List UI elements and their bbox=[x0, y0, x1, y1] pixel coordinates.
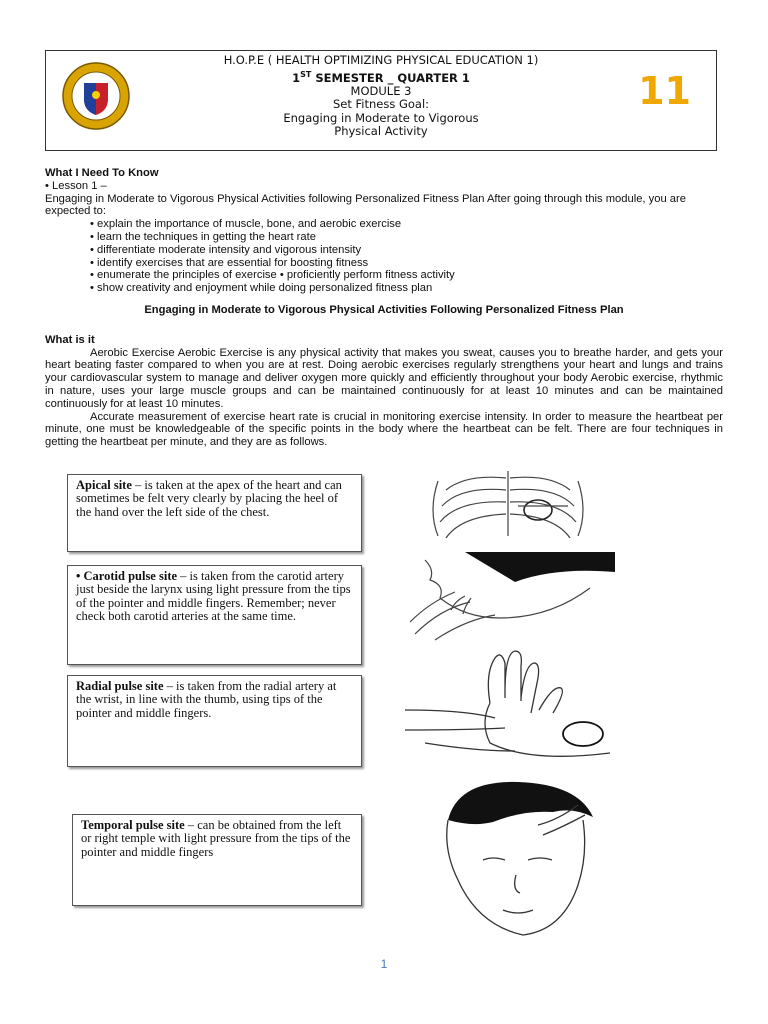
grade-level: 11 bbox=[638, 69, 691, 113]
lesson-title: Engaging in Moderate to Vigorous Physical Activities Following Personalized Fitness Plan bbox=[144, 303, 624, 316]
header-line-course: H.O.P.E ( HEALTH OPTIMIZING PHYSICAL EDUCATION 1) bbox=[223, 53, 539, 67]
temporal-site-text: – can be obtained from the left or right temple with light pressure from the tips of the pointer and middle fingers bbox=[81, 818, 351, 859]
list-item: • identify exercises that are essential for boosting fitness bbox=[90, 256, 369, 269]
header-line-module: MODULE 3 bbox=[350, 83, 412, 98]
header-line-topic-3: Physical Activity bbox=[334, 124, 428, 139]
radial-site-label: Radial pulse site bbox=[76, 679, 164, 693]
school-seal-logo bbox=[61, 61, 131, 131]
lesson-label: • Lesson 1 – bbox=[45, 179, 107, 192]
list-item: • differentiate moderate intensity and vigorous intensity bbox=[90, 243, 362, 256]
apical-site-box bbox=[67, 474, 362, 552]
radial-pulse-illustration bbox=[405, 648, 610, 783]
header-title-block bbox=[176, 54, 586, 139]
carotid-pulse-illustration bbox=[405, 552, 615, 642]
temporal-site-box bbox=[72, 814, 362, 906]
temporal-site-label: Temporal pulse site bbox=[81, 818, 185, 832]
radial-site-box bbox=[67, 675, 362, 767]
list-item: • explain the importance of muscle, bone, and aerobic exercise bbox=[90, 218, 402, 231]
section-heading-what-i-need-to-know: What I Need To Know bbox=[45, 167, 159, 179]
paragraph-heart-rate: Accurate measurement of exercise heart rate is crucial in monitoring exercise intensity. In order to measure the heartbeat per minute, one must be knowledgeable of the specific points in the body where the heartbeat can be felt. There are four techniques in getting the heartbeat per minute, and they are as follows. bbox=[45, 410, 723, 449]
carotid-site-text: – is taken from the carotid artery just beside the larynx using light pressure from the tips of the pointer and middle fingers. Remember; never check both carotid arteries at the same time. bbox=[76, 569, 351, 623]
paragraph-aerobic: Aerobic Exercise Aerobic Exercise is any physical activity that makes you sweat, causes you to breathe harder, and gets your heart beating faster compared to when you are at rest. Doing aerobic exercises regularly strengthens your heart and lungs and trains your cardiovascular system to manage and deliver oxygen more quickly and efficiently throughout your body Aerobic exercise, rhythmic in nature, uses your large muscle groups and can be maintained continuously for at least 10 minutes and can be maintained continuously for at least 10 minutes. bbox=[45, 346, 723, 410]
page-number: 1 bbox=[380, 957, 388, 971]
header-line-topic-2: Engaging in Moderate to Vigorous bbox=[283, 110, 479, 125]
carotid-site-label: • Carotid pulse site bbox=[76, 569, 178, 583]
module-header bbox=[45, 50, 717, 151]
header-line-topic: Set Fitness Goal: bbox=[332, 97, 430, 112]
temporal-pulse-illustration bbox=[408, 780, 608, 950]
list-item: • show creativity and enjoyment while doing personalized fitness plan bbox=[90, 282, 433, 295]
objectives-list bbox=[45, 218, 723, 295]
apical-site-label: Apical site bbox=[76, 478, 132, 492]
list-item: • enumerate the principles of exercise • proficiently perform fitness activity bbox=[90, 269, 455, 282]
ribcage-illustration bbox=[418, 466, 598, 546]
intro-text: Engaging in Moderate to Vigorous Physical Activities following Personalized Fitness Plan After going through this module, you are expected to: bbox=[45, 192, 686, 218]
header-line-semester: 1ST SEMESTER _ QUARTER 1 bbox=[292, 69, 470, 85]
list-item: • learn the techniques in getting the heart rate bbox=[90, 230, 316, 243]
module-content bbox=[45, 167, 723, 449]
radial-site-text: – is taken from the radial artery at the wrist, in line with the thumb, using tips of the pointer and middle fingers. bbox=[76, 679, 337, 720]
section-heading-what-is-it: What is it bbox=[45, 333, 95, 346]
carotid-site-box bbox=[67, 565, 362, 665]
apical-site-text: – is taken at the apex of the heart and can sometimes be felt very clearly by placing the heel of the hand over the left side of the chest. bbox=[76, 478, 342, 519]
